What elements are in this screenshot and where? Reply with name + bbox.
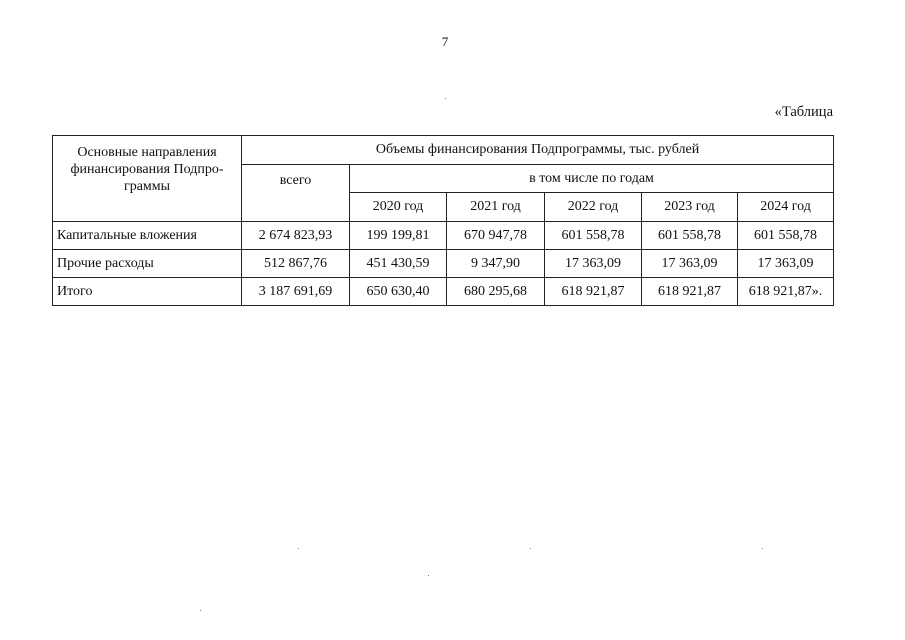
table-row	[53, 250, 834, 278]
row-value: 17 363,09	[738, 250, 834, 278]
scan-speck	[200, 610, 201, 611]
row-value: 17 363,09	[642, 250, 738, 278]
header-year: 2020 год	[350, 193, 447, 222]
header-direction-line: финансирования Подпро-	[70, 162, 224, 177]
row-total: 2 674 823,93	[242, 222, 350, 250]
row-label: Прочие расходы	[53, 250, 242, 278]
scan-speck	[762, 548, 763, 549]
header-total: всего	[242, 165, 350, 222]
scan-speck	[428, 575, 429, 576]
scan-speck	[298, 548, 299, 549]
row-value: 601 558,78	[545, 222, 642, 250]
table-row	[53, 278, 834, 306]
financing-table	[52, 135, 834, 306]
table-caption: «Таблица	[774, 104, 833, 120]
row-value: 650 630,40	[350, 278, 447, 306]
row-value: 199 199,81	[350, 222, 447, 250]
row-value: 9 347,90	[447, 250, 545, 278]
row-label: Итого	[53, 278, 242, 306]
row-value: 670 947,78	[447, 222, 545, 250]
table-row	[53, 222, 834, 250]
row-total: 512 867,76	[242, 250, 350, 278]
header-direction-line: граммы	[123, 179, 171, 194]
header-by-years: в том числе по годам	[350, 165, 834, 193]
header-year: 2023 год	[642, 193, 738, 222]
header-year: 2022 год	[545, 193, 642, 222]
header-row-funding	[53, 136, 834, 165]
header-direction-line: Основные направления	[77, 145, 217, 160]
header-year: 2024 год	[738, 193, 834, 222]
row-value: 451 430,59	[350, 250, 447, 278]
header-direction-cell	[53, 136, 242, 222]
row-value: 618 921,87».	[738, 278, 834, 306]
row-total: 3 187 691,69	[242, 278, 350, 306]
row-value: 618 921,87	[642, 278, 738, 306]
row-value: 618 921,87	[545, 278, 642, 306]
page-number: 7	[441, 34, 449, 49]
row-value: 601 558,78	[642, 222, 738, 250]
header-funding: Объемы финансирования Подпрограммы, тыс. рублей	[242, 136, 834, 165]
header-year: 2021 год	[447, 193, 545, 222]
scan-speck	[530, 548, 531, 549]
row-value: 601 558,78	[738, 222, 834, 250]
scan-speck	[445, 98, 446, 99]
row-label: Капитальные вложения	[53, 222, 242, 250]
row-value: 17 363,09	[545, 250, 642, 278]
row-value: 680 295,68	[447, 278, 545, 306]
